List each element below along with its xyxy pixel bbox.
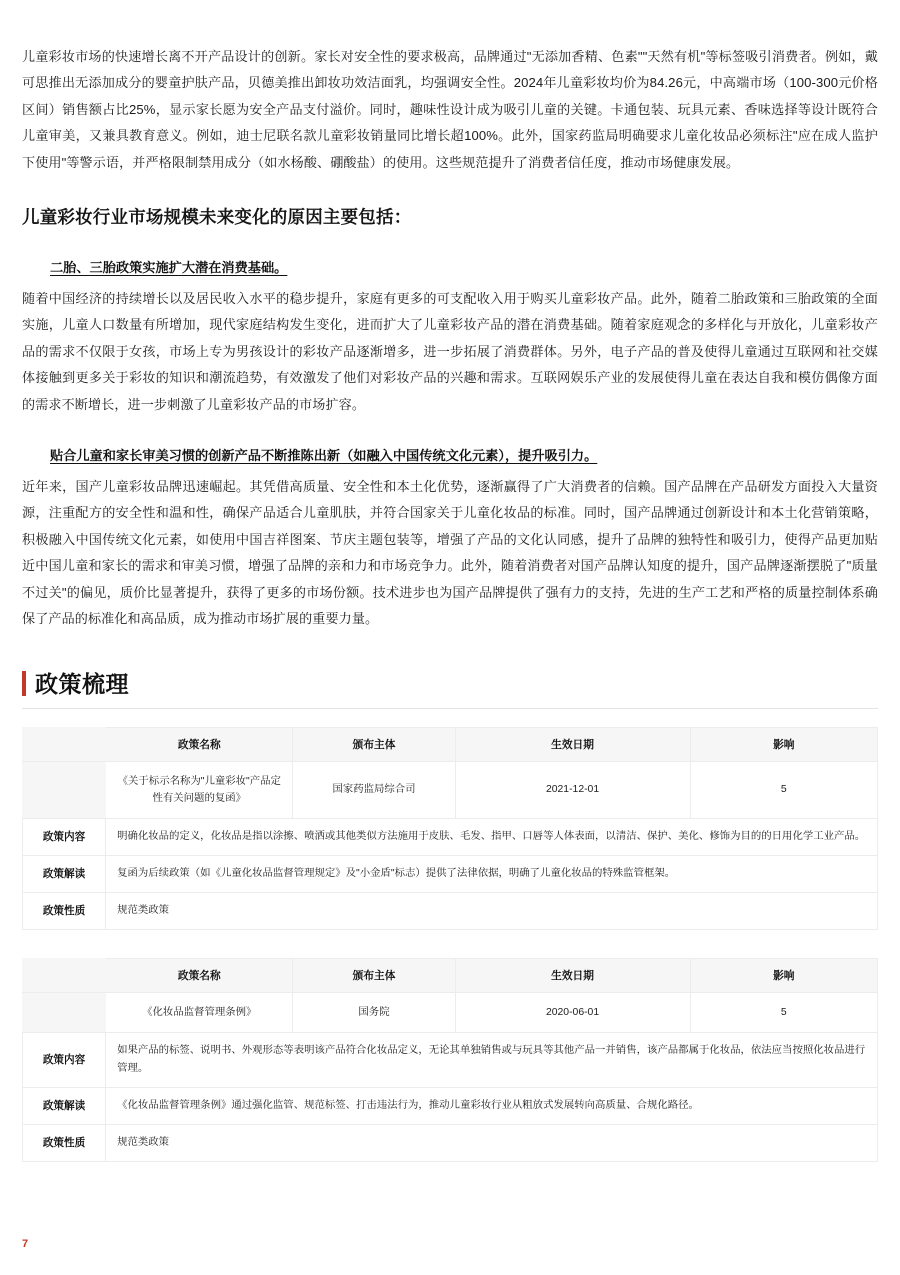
cell-policy-impact: 5 bbox=[690, 992, 877, 1032]
sub-heading-two-text: 贴合儿童和家长审美习惯的创新产品不断推陈出新（如融入中国传统文化元素），提升吸引力。 bbox=[50, 448, 598, 464]
table-corner-cell-body bbox=[23, 992, 106, 1032]
policy-table-2 bbox=[22, 958, 878, 1162]
cell-policy-name: 《化妆品监督管理条例》 bbox=[106, 992, 293, 1032]
table-corner-cell bbox=[23, 727, 106, 761]
table-row bbox=[23, 1087, 878, 1124]
row-label-content: 政策内容 bbox=[23, 1032, 106, 1087]
table-row bbox=[23, 855, 878, 892]
row-label-nature: 政策性质 bbox=[23, 1124, 106, 1161]
cell-policy-issuer: 国家药监局综合司 bbox=[293, 761, 455, 818]
table-row bbox=[23, 818, 878, 855]
cell-policy-nature: 规范类政策 bbox=[106, 892, 878, 929]
table-row bbox=[23, 892, 878, 929]
table-header-row bbox=[23, 727, 878, 761]
row-label-interpretation: 政策解读 bbox=[23, 1087, 106, 1124]
column-header-impact: 影响 bbox=[690, 727, 877, 761]
cell-policy-content: 如果产品的标签、说明书、外观形态等表明该产品符合化妆品定义，无论其单独销售或与玩具等其他产品一并销售，该产品都属于化妆品，依法应当按照化妆品进行管理。 bbox=[106, 1032, 878, 1087]
table-corner-cell bbox=[23, 958, 106, 992]
intro-paragraph: 儿童彩妆市场的快速增长离不开产品设计的创新。家长对安全性的要求极高，品牌通过"无添加香精、色素""天然有机"等标签吸引消费者。例如，戴可思推出无添加成分的婴童护肤产品，贝德美推出卸妆功效洁面乳，均强调安全性。2024年儿童彩妆均价为84.26元，中高端市场（100-300元价格区间）销售额占比25%，显示家长愿为安全产品支付溢价。同时，趣味性设计成为吸引儿童的关键。卡通包装、玩具元素、香味选择等设计既符合儿童审美，又兼具教育意义。例如，迪士尼联名款儿童彩妆销量同比增长超100%。此外，国家药监局明确要求儿童化妆品必须标注"应在成人监护下使用"等警示语，并严格限制禁用成分（如水杨酸、硼酸盐）的使用。这些规范提升了消费者信任度，推动市场健康发展。 bbox=[22, 49, 878, 170]
table-row bbox=[23, 1032, 878, 1087]
cell-policy-date: 2020-06-01 bbox=[455, 992, 690, 1032]
table-header-row bbox=[23, 958, 878, 992]
page-number: 7 bbox=[22, 1238, 29, 1250]
sub-heading-one bbox=[22, 256, 878, 280]
column-header-date: 生效日期 bbox=[455, 958, 690, 992]
table-corner-cell-body bbox=[23, 761, 106, 818]
row-label-interpretation: 政策解读 bbox=[23, 855, 106, 892]
table-row bbox=[23, 992, 878, 1032]
column-header-issuer: 颁布主体 bbox=[293, 958, 455, 992]
sub-heading-one-text: 二胎、三胎政策实施扩大潜在消费基础。 bbox=[50, 260, 288, 276]
table-row bbox=[23, 1124, 878, 1161]
reason-one-paragraph: 随着中国经济的持续增长以及居民收入水平的稳步提升，家庭有更多的可支配收入用于购买儿童彩妆产品。此外，随着二胎政策和三胎政策的全面实施，儿童人口数量有所增加，现代家庭结构发生变化，进而扩大了儿童彩妆产品的潜在消费基础。随着家庭观念的多样化与开放化，儿童彩妆产品的需求不仅限于女孩，市场上专为男孩设计的彩妆产品逐渐增多，进一步拓展了消费群体。另外，电子产品的普及使得儿童通过互联网和社交媒体接触到更多关于彩妆的知识和潮流趋势，有效激发了他们对彩妆产品的兴趣和需求。互联网娱乐产业的发展使得儿童在表达自我和模仿偶像方面的需求不断增长，进一步刺激了儿童彩妆产品的市场扩容。 bbox=[22, 291, 878, 412]
policy-section-title: 政策梳理 bbox=[35, 670, 129, 697]
row-label-content: 政策内容 bbox=[23, 818, 106, 855]
policy-section-header bbox=[22, 671, 878, 709]
cell-policy-interpretation: 《化妆品监督管理条例》通过强化监管、规范标签、打击违法行为，推动儿童彩妆行业从粗放式发展转向高质量、合规化路径。 bbox=[106, 1087, 878, 1124]
sub-heading-two bbox=[22, 444, 878, 468]
cell-policy-impact: 5 bbox=[690, 761, 877, 818]
policy-table-1 bbox=[22, 727, 878, 930]
row-label-nature: 政策性质 bbox=[23, 892, 106, 929]
cell-policy-issuer: 国务院 bbox=[293, 992, 455, 1032]
cell-policy-nature: 规范类政策 bbox=[106, 1124, 878, 1161]
section-divider bbox=[22, 708, 878, 709]
column-header-date: 生效日期 bbox=[455, 727, 690, 761]
cell-policy-content: 明确化妆品的定义，化妆品是指以涂擦、喷洒或其他类似方法施用于皮肤、毛发、指甲、口唇等人体表面，以清洁、保护、美化、修饰为目的的日用化学工业产品。 bbox=[106, 818, 878, 855]
reason-two-paragraph: 近年来，国产儿童彩妆品牌迅速崛起。其凭借高质量、安全性和本土化优势，逐渐赢得了广大消费者的信赖。国产品牌在产品研发方面投入大量资源，注重配方的安全性和温和性，确保产品适合儿童肌肤，并符合国家关于儿童化妆品的标准。同时，国产品牌通过创新设计和本土化营销策略，积极融入中国传统文化元素，如使用中国吉祥图案、节庆主题包装等，增强了产品的文化认同感，提升了品牌的独特性和吸引力，使得产品更加贴近中国儿童和家长的需求和审美习惯，增强了品牌的亲和力和市场竞争力。此外，随着消费者对国产品牌认知度的提升，国产品牌逐渐摆脱了"质量不过关"的偏见，质价比显著提升，获得了更多的市场份额。技术进步也为国产品牌提供了强有力的支持，先进的生产工艺和严格的质量控制体系确保了产品的标准化和高品质，成为推动市场扩展的重要力量。 bbox=[22, 479, 878, 627]
section-heading: 儿童彩妆行业市场规模未来变化的原因主要包括： bbox=[22, 207, 412, 228]
cell-policy-date: 2021-12-01 bbox=[455, 761, 690, 818]
column-header-impact: 影响 bbox=[690, 958, 877, 992]
column-header-issuer: 颁布主体 bbox=[293, 727, 455, 761]
table-row bbox=[23, 761, 878, 818]
column-header-name: 政策名称 bbox=[106, 727, 293, 761]
policy-section-title-row bbox=[22, 671, 878, 697]
cell-policy-interpretation: 复函为后续政策（如《儿童化妆品监督管理规定》及"小金盾"标志）提供了法律依据，明确了儿童化妆品的特殊监管框架。 bbox=[106, 855, 878, 892]
cell-policy-name: 《关于标示名称为"儿童彩妆"产品定性有关问题的复函》 bbox=[106, 761, 293, 818]
red-accent-bar-icon bbox=[22, 671, 26, 696]
column-header-name: 政策名称 bbox=[106, 958, 293, 992]
